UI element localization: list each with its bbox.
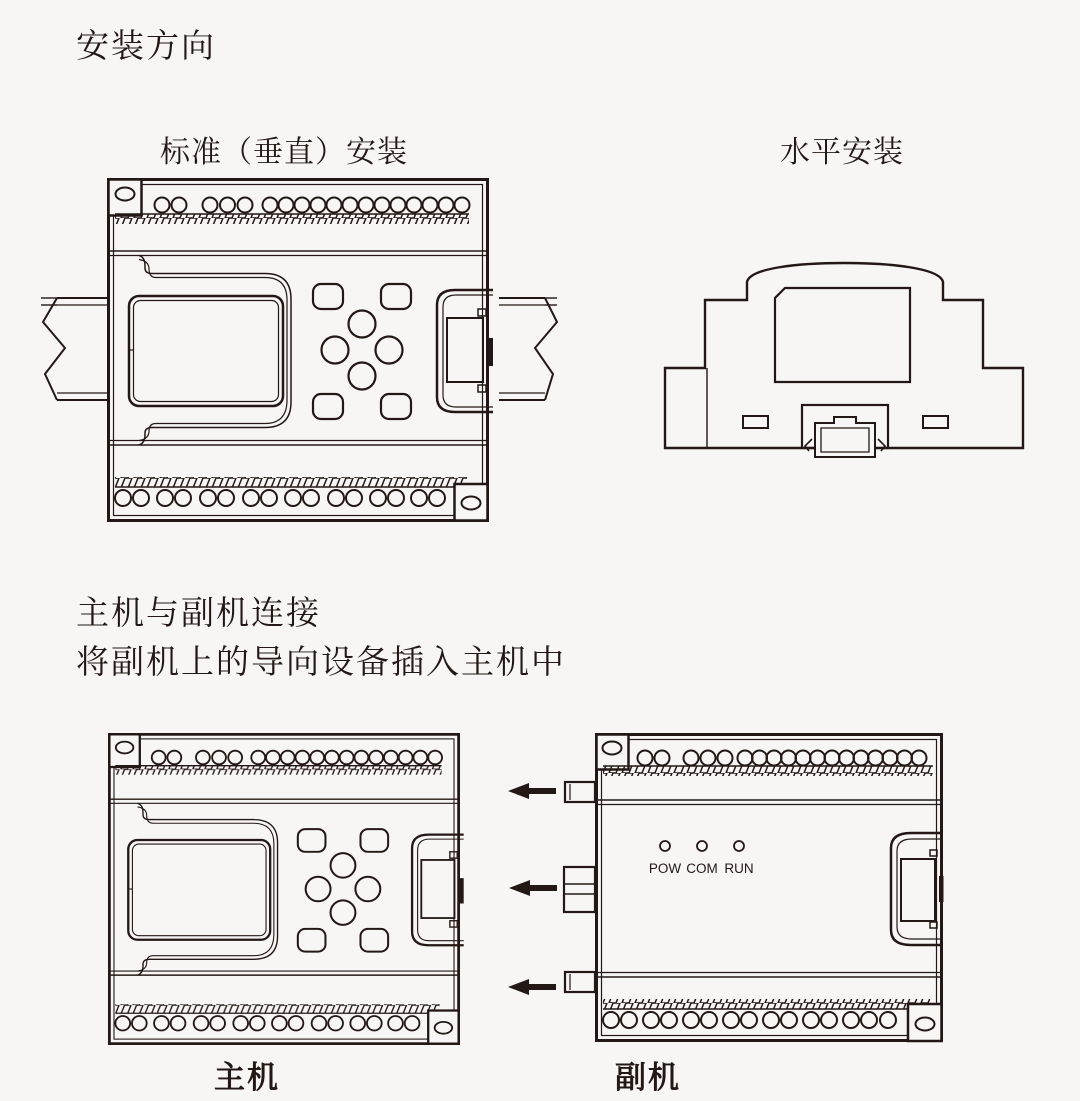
led-run-indicator (734, 841, 744, 851)
display-block (775, 288, 910, 382)
left-arrow-icon (509, 880, 557, 896)
clip-hook-right (878, 439, 885, 451)
led-com-label: COM (686, 861, 718, 876)
vertical-install-diagram (37, 176, 559, 526)
bottom-mounting-tab (908, 1004, 942, 1041)
left-arrow-icon (508, 783, 556, 799)
bottom-terminal-row (603, 1012, 896, 1028)
din-rail-left (41, 298, 107, 400)
page-title: 安装方向 (76, 27, 216, 64)
main-unit-label: 主机 (214, 1060, 280, 1095)
insert-arrow-middle (509, 879, 559, 897)
connector-latch (939, 876, 944, 902)
din-rail-clip (815, 417, 875, 457)
led-run-label: RUN (724, 861, 754, 876)
led-com-indicator (697, 841, 707, 851)
connection-title: 主机与副机连接 (76, 594, 321, 631)
sub-unit-diagram (561, 733, 943, 1042)
insert-arrow-bottom (508, 978, 558, 996)
rail-break-zigzag (535, 298, 557, 400)
vertical-mount-label: 标准（垂直）安装 (160, 136, 408, 169)
foot-slot-left (743, 416, 768, 428)
top-vent-serration (603, 766, 933, 776)
foot-slot-right (923, 416, 948, 428)
status-leds (649, 841, 754, 876)
horizontal-mount-label: 水平安装 (780, 136, 904, 169)
sub-unit-label: 副机 (615, 1060, 681, 1095)
insert-arrow-top (508, 782, 558, 800)
guide-connector-middle (564, 867, 595, 912)
horizontal-install-diagram (660, 260, 1028, 460)
clip-hook-left (805, 439, 812, 451)
bottom-vent-serration (603, 999, 933, 1009)
guide-pins (564, 782, 595, 992)
din-rail-right (499, 298, 557, 400)
connection-instruction: 将副机上的导向设备插入主机中 (76, 643, 566, 680)
top-mounting-tab (597, 735, 629, 770)
rail-break-zigzag (43, 298, 65, 400)
left-arrow-icon (508, 979, 556, 995)
led-pow-indicator (660, 841, 670, 851)
led-pow-label: POW (648, 861, 682, 876)
top-terminal-row (638, 751, 927, 766)
main-unit-diagram (108, 733, 460, 1045)
expansion-connector (891, 833, 944, 945)
